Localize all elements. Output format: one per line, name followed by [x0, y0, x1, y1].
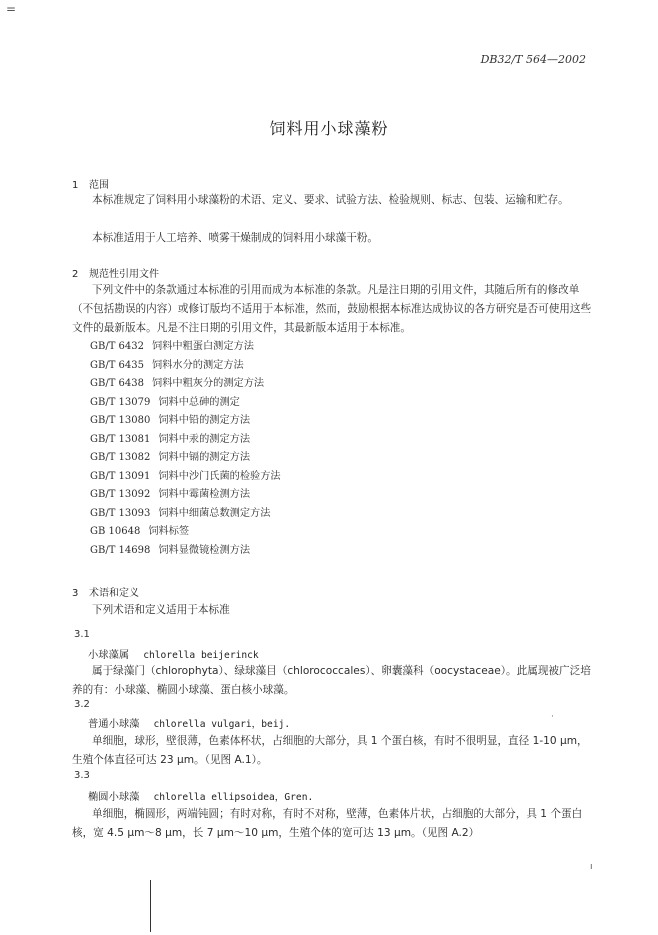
reference-item [90, 394, 281, 413]
reference-code: GB/T 13080 [90, 415, 151, 426]
reference-code: GB/T 6438 [90, 378, 145, 389]
term-name: 普通小球藻 [88, 718, 140, 730]
term-heading [88, 646, 259, 661]
section-2-heading [72, 265, 159, 280]
reference-item [90, 486, 281, 505]
corner-mark: = [6, 2, 17, 16]
terms-intro: 下列术语和定义适用于本标准 [92, 604, 230, 616]
section-number: 1 [72, 180, 79, 191]
section-title: 规范性引用文件 [89, 269, 159, 280]
term-latin-name: chlorella ellipsoidea，Gren. [153, 792, 314, 803]
term-number: 3.1 [74, 629, 90, 640]
reference-title: 饲料中粗蛋白测定方法 [152, 341, 254, 352]
term-name: 小球藻属 [88, 649, 130, 661]
page-tick-mark: ı [590, 862, 593, 872]
section-title: 术语和定义 [89, 588, 139, 599]
reference-title: 饲料显微镜检测方法 [158, 544, 251, 556]
reference-title: 饲料中铅的测定方法 [158, 415, 251, 426]
reference-code: GB/T 14698 [90, 544, 151, 556]
term-latin-name: chlorella vulgari，beij. [153, 719, 291, 730]
reference-code: GB 10648 [90, 526, 141, 537]
term-number: 3.2 [74, 699, 90, 710]
reference-code: GB/T 13082 [90, 452, 151, 463]
reference-item [90, 431, 281, 450]
reference-title: 饲料标签 [148, 526, 190, 537]
reference-list [90, 338, 281, 560]
reference-item [90, 338, 281, 357]
reference-title: 饲料中总砷的测定 [158, 396, 240, 408]
term-heading [88, 715, 290, 730]
reference-code: GB/T 6435 [90, 359, 145, 371]
reference-title: 饲料中霉菌检测方法 [158, 489, 251, 500]
reference-code: GB/T 13079 [90, 396, 151, 408]
section-title: 范围 [89, 180, 109, 191]
term-definition: 单细胞，椭圆形，两端钝圆；有时对称，有时不对称，壁薄，色素体片状，占细胞的大部分，具 1 个蛋白核，宽 4.5 μm～8 μm，长 7 μm～10 μm，生殖个体的宽可达 13 μm。（见图 A.2） [72, 808, 583, 839]
reference-code: GB/T 13093 [90, 507, 151, 519]
reference-title: 饲料中细菌总数测定方法 [158, 507, 271, 519]
reference-code: GB/T 13091 [90, 470, 151, 482]
reference-title: 饲料中沙门氏菌的检验方法 [158, 470, 281, 482]
reference-item [90, 357, 281, 376]
section-number: 2 [72, 269, 79, 280]
term-definition: 属于绿藻门（chlorophyta）、绿球藻目（chlorococcales）、卵囊藻科（oocystaceae）。此属现被广泛培养的有：小球藻、椭圆小球藻、蛋白核小球藻。 [72, 665, 591, 696]
reference-title: 饲料中镉的测定方法 [158, 452, 251, 463]
reference-item [90, 523, 281, 542]
scan-speck: · [551, 712, 554, 722]
term-latin-name: chlorella beijerinck [143, 650, 259, 661]
reference-code: GB/T 13081 [90, 433, 151, 445]
document-title: 饲料用小球藻粉 [269, 119, 389, 138]
scan-edge-line [150, 880, 151, 932]
reference-title: 饲料中汞的测定方法 [158, 433, 251, 445]
reference-item [90, 468, 281, 487]
reference-title: 饲料水分的测定方法 [152, 359, 244, 371]
reference-item [90, 375, 281, 394]
term-definition: 单细胞，球形，壁很薄，色素体杯状，占细胞的大部分，具 1 个蛋白核，有时不很明显，直径 1-10 μm，生殖个体直径可达 23 μm。（见图 A.1）。 [72, 735, 588, 766]
reference-code: GB/T 13092 [90, 489, 151, 500]
term-heading [88, 788, 313, 803]
reference-item [90, 449, 281, 468]
section-1-heading [72, 176, 109, 191]
section-number: 3 [72, 588, 79, 599]
reference-item [90, 505, 281, 524]
reference-title: 饲料中粗灰分的测定方法 [152, 378, 265, 389]
term-name: 椭圆小球藻 [88, 791, 140, 803]
standard-code: DB32/T 564—2002 [480, 53, 586, 66]
term-number: 3.3 [74, 770, 90, 781]
normative-references-intro: 下列文件中的条款通过本标准的引用而成为本标准的条款。凡是注日期的引用文件，其随后所有的修改单（不包括勘误的内容）或修订版均不适用于本标准，然而，鼓励根据本标准达成协议的各方研究是否可使用这些文件的最新版本。凡是不注日期的引用文件，其最新版本适用于本标准。 [72, 284, 592, 334]
reference-code: GB/T 6432 [90, 341, 145, 352]
scope-paragraph-2: 本标准适用于人工培养、喷雾干燥制成的饲料用小球藻干粉。 [92, 232, 379, 244]
section-3-heading [72, 584, 139, 599]
scope-paragraph-1: 本标准规定了饲料用小球藻粉的术语、定义、要求、试验方法、检验规则、标志、包装、运输和贮存。 [92, 194, 569, 206]
reference-item [90, 412, 281, 431]
reference-item [90, 542, 281, 561]
